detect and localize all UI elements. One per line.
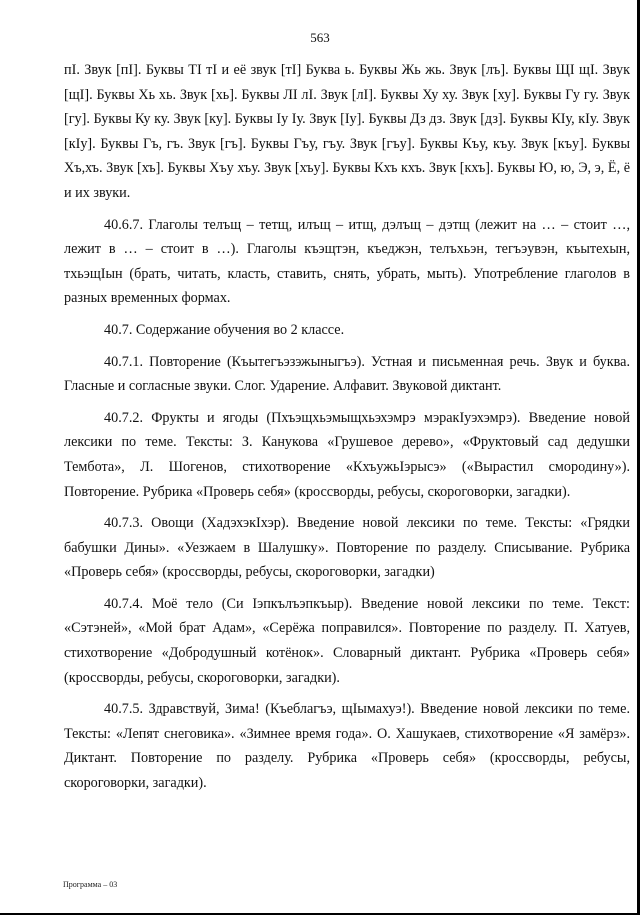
document-body (64, 58, 630, 803)
paragraph-40-7-2: 40.7.2. Фрукты и ягоды (Пхъэщхьэмыщхьэхэмрэ мэракIуэхэмрэ). Введение новой лексики по теме. Тексты: З. Канукова «Грушевое дерево», «Фруктовый сад дедушки Тембота», Л. Шогенов, стихотворение «КхъужьIэрысэ» («Вырастил смородину»). Повторение. Рубрика «Проверь себя» (кроссворды, ребусы, скороговорки, загадки). (64, 409, 630, 500)
footer-label: Программа – 03 (63, 880, 118, 889)
page-number: 563 (310, 30, 330, 45)
paragraph-40-6-7: 40.6.7. Глаголы телъщ – тетщ, илъщ – итщ, дэлъщ – дэтщ (лежит на … – стоит …, лежит в … – стоит в …). Глаголы къэщтэн, къеджэн, телъхьэн, тегъэувэн, къытехын, тхьэщIын (брать, читать, класть, ставить, снять, убрать, мыть). Употребление глаголов в разных временных формах. (64, 216, 630, 307)
paragraph-40-7: 40.7. Содержание обучения во 2 классе. (104, 321, 345, 338)
paragraph-40-7-1: 40.7.1. Повторение (Къытегъэзэжыныгъэ). Устная и письменная речь. Звук и буква. Гласные и согласные звуки. Слог. Ударение. Алфавит. Звуковой диктант. (64, 353, 630, 395)
paragraph-40-7-3: 40.7.3. Овощи (ХадэхэкIхэр). Введение новой лексики по теме. Тексты: «Грядки бабушки Дины». «Уезжаем в Шалушку». Повторение по разделу. Списывание. Рубрика «Проверь себя» (кроссворды, ребусы, скороговорки, загадки) (64, 515, 630, 581)
paragraph-continuation: пI. Звук [пI]. Буквы ТI тI и её звук [тI] Буква ь. Буквы Жь жь. Звук [лъ]. Буквы ЩI щI. Звук [щI]. Буквы Хь хь. Звук [хь]. Буквы ЛI лI. Звук [лI]. Буквы Ху ху. Звук [ху]. Буквы Гу гу. Звук [гу]. Буквы Ку ку. Звук [ку]. Буквы Iу Iу. Звук [Iу]. Буквы Дз дз. Звук [дз]. Буквы КIу, кIу. Звук [кIу]. Буквы Гъ, гъ. Звук [гъ]. Буквы Гъу, гъу. Звук [гъу]. Буквы Къу, къу. Звук [къу]. Буквы Хъ,хъ. Звук [хъ]. Буквы Хъу хъу. Звук [хъу]. Буквы Кхъ кхъ. Звук [кхъ]. Буквы Ю, ю, Э, э, Ё, ё и их звуки. (64, 62, 630, 201)
paragraph-40-7-4: 40.7.4. Моё тело (Си Iэпкълъэпкъыр). Введение новой лексики по теме. Текст: «Сэтэней», «Мой брат Адам», «Серёжа поправился». Повторение по разделу. П. Хатуев, стихотворение «Добродушный котёнок». Словарный диктант. Рубрика «Проверь себя» (кроссворды, ребусы, скороговорки, загадки). (64, 595, 630, 686)
paragraph-40-7-5: 40.7.5. Здравствуй, Зима! (Къеблагъэ, щIымахуэ!). Введение новой лексики по теме. Тексты: «Лепят снеговика». «Зимнее время года». О. Хашукаев, стихотворение «Я замёрз». Диктант. Повторение по разделу. Рубрика «Проверь себя» (кроссворды, ребусы, скороговорки, загадки). (64, 701, 630, 792)
